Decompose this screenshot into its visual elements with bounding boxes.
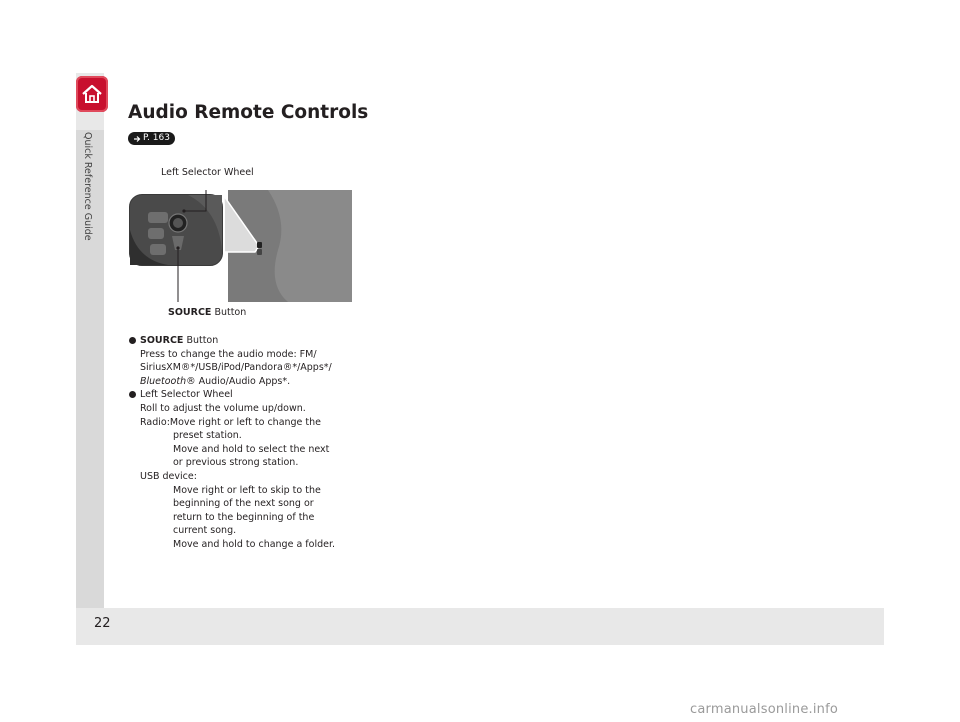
radio-line: or previous strong station. bbox=[173, 457, 299, 469]
callout-source-button bbox=[168, 307, 246, 318]
usb-line: return to the beginning of the bbox=[173, 511, 315, 523]
page-reference-link[interactable] bbox=[128, 132, 175, 145]
bullet-dot bbox=[129, 391, 136, 398]
sidebar-section-label: Quick Reference Guide bbox=[82, 132, 93, 241]
home-button[interactable] bbox=[76, 76, 108, 112]
bullet-source bbox=[130, 334, 370, 388]
source-line-rest: ® Audio/Audio Apps*. bbox=[186, 375, 291, 387]
source-title-rest: Button bbox=[183, 335, 219, 346]
callout-source-rest: Button bbox=[211, 307, 247, 318]
usb-line: Move right or left to skip to the bbox=[173, 484, 321, 496]
source-line: Press to change the audio mode: FM/ bbox=[140, 348, 317, 360]
watermark: carmanualsonline.info bbox=[690, 702, 839, 717]
instructions-list bbox=[130, 334, 370, 552]
steering-wheel-illustration bbox=[128, 190, 354, 302]
arrow-right-icon bbox=[133, 135, 141, 143]
callout-source-bold: SOURCE bbox=[168, 307, 212, 318]
source-line: SiriusXM®*/USB/iPod/Pandora®*/Apps*/ bbox=[140, 362, 332, 374]
radio-line: preset station. bbox=[173, 430, 242, 442]
usb-line: current song. bbox=[173, 525, 237, 537]
wheel-line: Roll to adjust the volume up/down. bbox=[140, 402, 306, 414]
radio-row bbox=[140, 416, 370, 430]
bluetooth-italic: Bluetooth bbox=[140, 375, 187, 387]
radio-text: Move right or left to change the bbox=[169, 416, 322, 428]
source-title-bold: SOURCE bbox=[140, 335, 184, 346]
usb-line: Move and hold to change a folder. bbox=[173, 538, 336, 550]
source-title bbox=[140, 334, 370, 348]
sidebar-section[interactable] bbox=[82, 132, 98, 282]
page-title: Audio Remote Controls bbox=[128, 102, 369, 123]
callout-left-selector-wheel: Left Selector Wheel bbox=[161, 167, 254, 178]
page-reference-text: P. 163 bbox=[143, 133, 170, 143]
usb-line: beginning of the next song or bbox=[173, 498, 314, 510]
page-number: 22 bbox=[94, 616, 111, 631]
radio-label: Radio: bbox=[140, 416, 170, 428]
home-icon bbox=[80, 82, 104, 106]
bullet-dot bbox=[129, 337, 136, 344]
bullet-wheel bbox=[130, 388, 370, 551]
usb-label: USB device: bbox=[140, 470, 197, 482]
wheel-title: Left Selector Wheel bbox=[140, 389, 233, 401]
source-line bbox=[140, 375, 370, 389]
radio-line: Move and hold to select the next bbox=[173, 443, 330, 455]
